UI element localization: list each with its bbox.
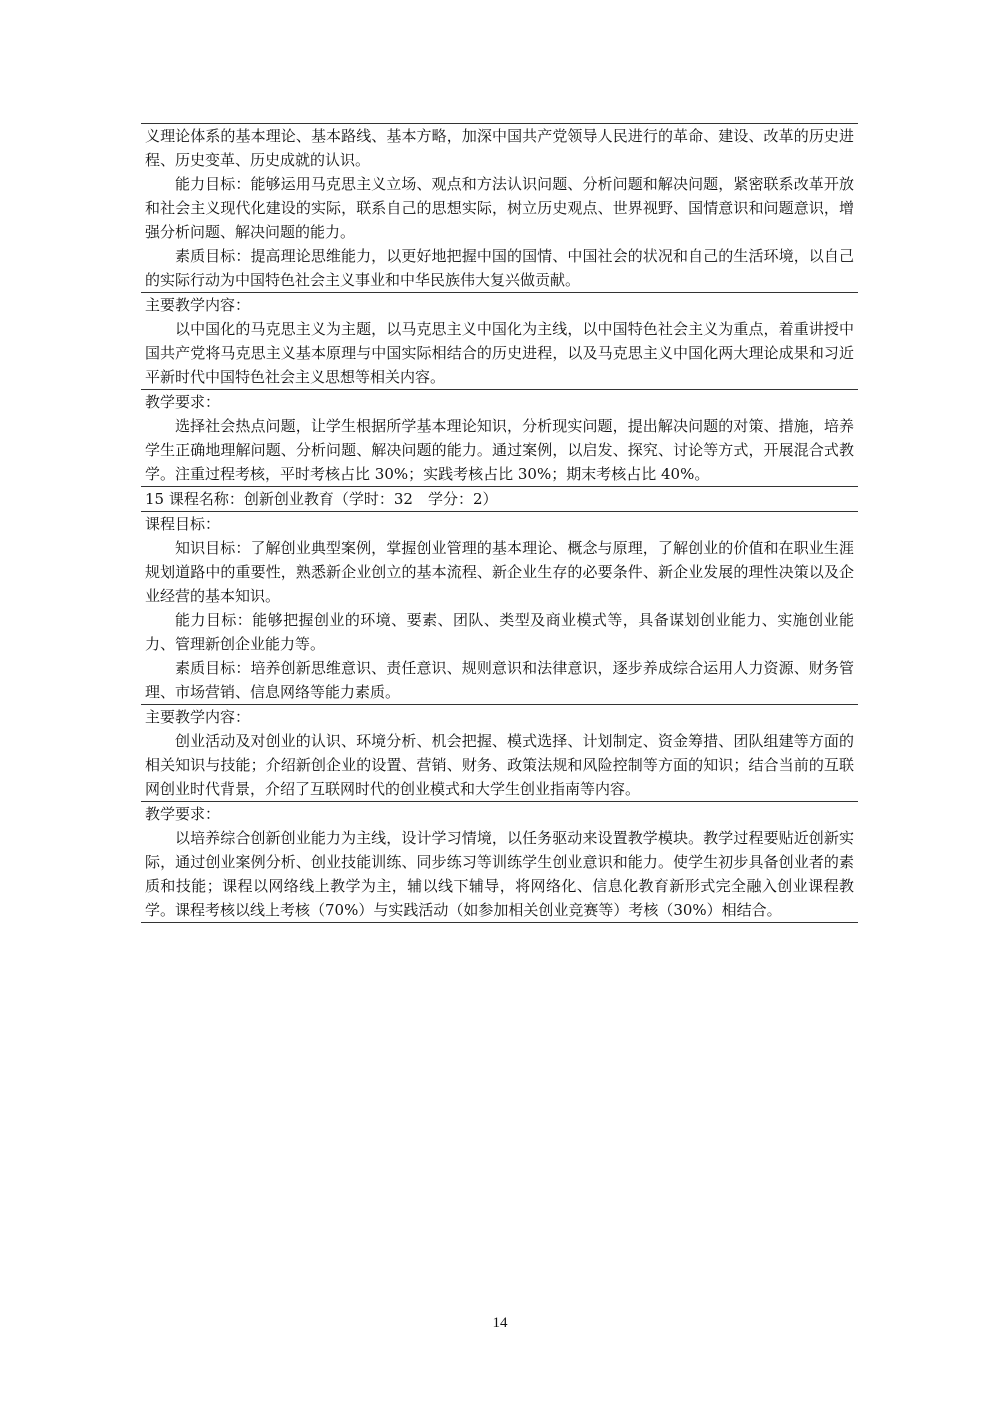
main-content-text: 创业活动及对创业的认识、环境分析、机会把握、模式选择、计划制定、资金筹措、团队组建等方面的相关知识与技能；介绍新创企业的设置、营销、财务、政策法规和风险控制等方面的知识；结合当前的互联网创业时代背景，介绍了互联网时代的创业模式和大学生创业指南等内容。 [145,732,854,798]
teaching-requirements-header: 教学要求： [145,393,221,411]
main-content-section [141,293,858,390]
course-15-teaching-requirements-section [141,802,858,923]
main-content-text: 以中国化的马克思主义为主题，以马克思主义中国化为主线，以中国特色社会主义为重点，着重讲授中国共产党将马克思主义基本原理与中国实际相结合的历史进程，以及马克思主义中国化两大理论成果和习近平新时代中国特色社会主义思想等相关内容。 [145,320,854,386]
course-goals-header: 课程目标： [145,515,221,533]
main-content-header: 主要教学内容： [145,296,251,314]
course-15-title-row [141,487,858,512]
course-15-main-content-section [141,705,858,802]
teaching-requirements-text: 选择社会热点问题，让学生根据所学基本理论知识，分析现实问题，提出解决问题的对策、措施，培养学生正确地理解问题、分析问题、解决问题的能力。通过案例，以启发、探究、讨论等方式，开展混合式教学。注重过程考核，平时考核占比 30%；实践考核占比 30%；期末考核占比 40%。 [145,417,854,483]
knowledge-goal: 知识目标：了解创业典型案例，掌握创业管理的基本理论、概念与原理，了解创业的价值和在职业生涯规划道路中的重要性，熟悉新企业创立的基本流程、新企业生存的必要条件、新企业发展的理性决策以及企业经营的基本知识。 [145,539,854,605]
teaching-requirements-section [141,390,858,487]
teaching-requirements-text: 以培养综合创新创业能力为主线，设计学习情境，以任务驱动来设置教学模块。教学过程要贴近创新实际，通过创业案例分析、创业技能训练、同步练习等训练学生创业意识和能力。使学生初步具备创业者的素质和技能；课程以网络线上教学为主，辅以线下辅导，将网络化、信息化教育新形式完全融入创业课程教学。课程考核以线上考核（70%）与实践活动（如参加相关创业竞赛等）考核（30%）相结合。 [145,829,854,919]
course-15-title: 15 课程名称：创新创业教育（学时：32 学分：2） [145,490,498,508]
quality-goal: 素质目标：提高理论思维能力，以更好地把握中国的国情、中国社会的状况和自己的生活环境，以自己的实际行动为中国特色社会主义事业和中华民族伟大复兴做贡献。 [145,247,854,289]
knowledge-goal-continued: 义理论体系的基本理论、基本路线、基本方略，加深中国共产党领导人民进行的革命、建设、改革的历史进程、历史变革、历史成就的认识。 [145,127,854,169]
course-15-goals-section [141,512,858,705]
teaching-requirements-header: 教学要求： [145,805,221,823]
main-content-header: 主要教学内容： [145,708,251,726]
ability-goal: 能力目标：能够运用马克思主义立场、观点和方法认识问题、分析问题和解决问题，紧密联系改革开放和社会主义现代化建设的实际，联系自己的思想实际，树立历史观点、世界视野、国情意识和问题意识，增强分析问题、解决问题的能力。 [145,175,854,241]
page-number: 14 [492,1315,508,1331]
document-body [141,123,858,923]
course-goals-continued [141,123,858,293]
ability-goal: 能力目标：能够把握创业的环境、要素、团队、类型及商业模式等，具备谋划创业能力、实施创业能力、管理新创企业能力等。 [145,611,854,653]
quality-goal: 素质目标：培养创新思维意识、责任意识、规则意识和法律意识，逐步养成综合运用人力资源、财务管理、市场营销、信息网络等能力素质。 [145,659,854,701]
